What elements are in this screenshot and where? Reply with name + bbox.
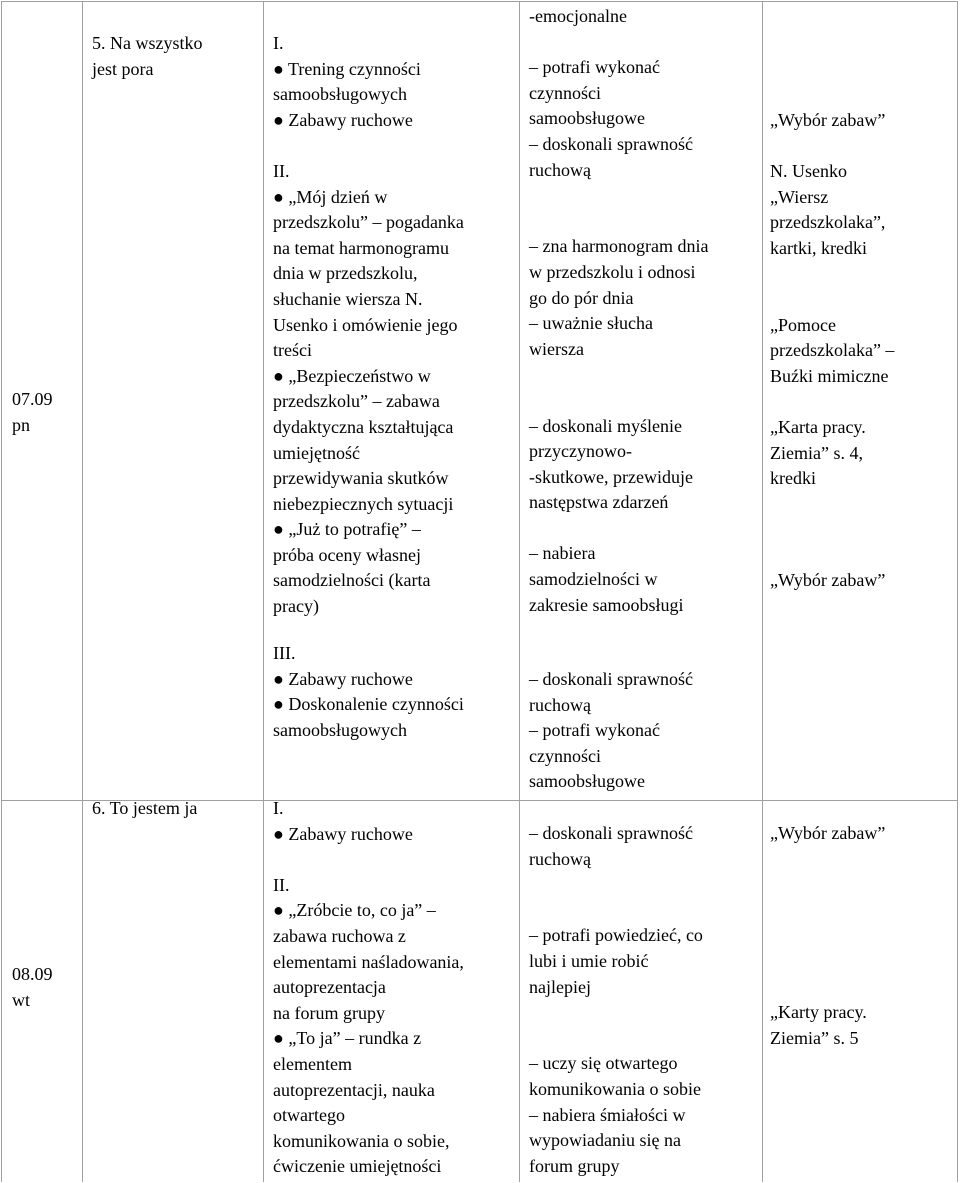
goal-line: – doskonali sprawność (529, 669, 693, 689)
material-line: Ziemia” s. 5 (770, 1027, 859, 1048)
activity-line: dnia w przedszkolu, (273, 263, 418, 284)
material-line: „Wybór zabaw” (770, 570, 886, 591)
material-line (770, 57, 956, 83)
material-line: Buźki mimiczne (770, 365, 889, 386)
activity-line: ● „Mój dzień w (273, 186, 388, 207)
activity-line: ● Trening czynności (273, 58, 421, 79)
day-weekday: pn (12, 414, 30, 435)
activity-line: ćwiczenie umiejętności (273, 1156, 442, 1177)
activity-line: ● Doskonalenie czynności (273, 694, 464, 715)
activity-line (273, 847, 517, 873)
day1-goals-cell (529, 4, 761, 618)
material-line (770, 949, 956, 975)
activity-line: komunikowania o sobie, (273, 1130, 450, 1151)
goal-line: wiersza (529, 338, 584, 359)
material-line: przedszkolaka”, (770, 212, 886, 233)
goal-line: ruchową (529, 159, 591, 180)
table-border-left (1, 1, 2, 1182)
activities-list (273, 641, 517, 743)
activity-line: otwartego (273, 1105, 345, 1126)
activity-line: zabawa ruchowa z (273, 925, 406, 946)
activity-line: przewidywania skutków (273, 468, 449, 489)
goal-line (529, 183, 761, 209)
goals-list (529, 4, 761, 618)
activity-line: pracy) (273, 596, 319, 617)
activity-line (273, 133, 517, 159)
material-line: Ziemia” s. 4, (770, 442, 863, 463)
material-line: „Wybór zabaw” (770, 823, 886, 843)
goal-line: ruchową (529, 694, 591, 715)
activity-line: ● „Już to potrafię” – (273, 519, 421, 540)
goal-line: – nabiera śmiałości w (529, 1104, 686, 1125)
activity-line: na temat harmonogramu (273, 237, 449, 258)
row-divider (1, 800, 82, 801)
day1-theme-cell (92, 31, 260, 82)
activity-line: próba oceny własnej (273, 544, 421, 565)
material-line: „Pomoce (770, 314, 836, 335)
material-line (770, 82, 956, 108)
material-line (770, 543, 956, 569)
goals-list (529, 821, 761, 1179)
material-line (770, 872, 956, 898)
goal-line: przyczynowo- (529, 441, 632, 462)
goal-line: – potrafi powiedzieć, co (529, 925, 703, 946)
activity-line: ● Zabawy ruchowe (273, 109, 413, 130)
material-line (770, 517, 956, 543)
goals-list (529, 667, 761, 795)
goal-line: -skutkowe, przewiduje (529, 466, 693, 487)
material-line (770, 389, 956, 415)
goal-line: – potrafi wykonać (529, 720, 660, 741)
goal-line: czynności (529, 82, 601, 103)
theme-line: jest pora (92, 58, 154, 79)
column-divider-1 (82, 1, 83, 1182)
material-line: „Wiersz (770, 186, 829, 207)
column-divider-3 (519, 1, 520, 1182)
activities-list (273, 31, 517, 620)
goal-line: ruchową (529, 848, 591, 869)
activity-line: samodzielności (karta (273, 570, 431, 591)
activity-line: I. (273, 798, 284, 818)
material-line (770, 133, 956, 159)
day-weekday: wt (12, 989, 30, 1010)
material-line (770, 975, 956, 1001)
activity-line: II. (273, 874, 290, 895)
goal-line: samoobsługowe (529, 108, 645, 129)
day-date: 07.09 (12, 389, 53, 409)
day2-date-cell (12, 962, 53, 1013)
goal-line (529, 1000, 761, 1026)
day1-activities-extra (273, 641, 517, 743)
goal-line (529, 30, 761, 56)
material-line: „Karta pracy. (770, 416, 866, 437)
goal-line (529, 209, 761, 235)
goal-line: następstwa zdarzeń (529, 492, 669, 513)
activity-line: autoprezentacja (273, 977, 386, 998)
activity-line: II. (273, 160, 290, 181)
material-line (770, 898, 956, 924)
goal-line: – zna harmonogram dnia (529, 236, 709, 257)
materials-list (770, 821, 956, 1051)
day1-goals-extra (529, 667, 761, 795)
activity-line: ● „Bezpieczeństwo w (273, 365, 431, 386)
activities-list (273, 796, 517, 1180)
goal-line: – uważnie słucha (529, 313, 653, 334)
goal-line: – nabiera (529, 543, 596, 564)
material-line: N. Usenko (770, 160, 847, 181)
goal-line: – doskonali sprawność (529, 133, 693, 154)
goal-line: – doskonali myślenie (529, 415, 682, 436)
material-line: „Karty pracy. (770, 1002, 867, 1023)
column-divider-2 (263, 1, 264, 1182)
activity-line: I. (273, 33, 284, 53)
activity-line: samoobsługowych (273, 84, 407, 105)
column-divider-4 (762, 1, 763, 1182)
table-border-right (957, 1, 958, 1182)
goal-line: lubi i umie robić (529, 950, 649, 971)
goal-line: wypowiadaniu się na (529, 1130, 681, 1151)
activity-line: umiejętność (273, 442, 360, 463)
theme-line: 6. To jestem ja (92, 798, 198, 818)
material-line (770, 923, 956, 949)
activity-line: niebezpiecznych sytuacji (273, 493, 454, 514)
goal-line (529, 516, 761, 542)
activity-line: przedszkolu” – zabawa (273, 391, 440, 412)
activity-line: przedszkolu” – pogadanka (273, 212, 464, 233)
material-line (770, 261, 956, 287)
goal-line (529, 872, 761, 898)
materials-list (770, 31, 956, 594)
day2-materials-cell (770, 821, 956, 1051)
activity-line: autoprezentacji, nauka (273, 1079, 435, 1100)
material-line: kredki (770, 468, 816, 489)
goal-line: czynności (529, 745, 601, 766)
activity-line: ● Zabawy ruchowe (273, 823, 413, 844)
table-border-top (1, 1, 958, 2)
day1-date-cell (12, 387, 53, 438)
material-line: przedszkolaka” – (770, 340, 895, 361)
activity-line: samoobsługowych (273, 719, 407, 740)
activity-line: ● „To ja” – rundka z (273, 1028, 422, 1049)
theme-line: 5. Na wszystko (92, 33, 203, 53)
goal-line: forum grupy (529, 1155, 620, 1176)
day2-activities-cell (273, 796, 517, 1180)
activity-line: III. (273, 643, 296, 663)
goal-line (529, 388, 761, 414)
material-line (770, 847, 956, 873)
activity-line: ● Zabawy ruchowe (273, 668, 413, 689)
goal-line: najlepiej (529, 976, 591, 997)
goal-line: samoobsługowe (529, 771, 645, 792)
activity-line: elementem (273, 1053, 352, 1074)
goal-line: komunikowania o sobie (529, 1078, 701, 1099)
day2-theme-cell (92, 796, 260, 822)
activity-line: Usenko i omówienie jego (273, 314, 458, 335)
goal-line: samodzielności w (529, 569, 658, 590)
goal-line: – potrafi wykonać (529, 57, 660, 78)
goal-line (529, 898, 761, 924)
goal-line: go do pór dnia (529, 287, 634, 308)
material-line: kartki, kredki (770, 237, 867, 258)
material-line (770, 31, 956, 57)
activity-line: ● „Zróbcie to, co ja” – (273, 900, 436, 921)
goal-line: – doskonali sprawność (529, 823, 693, 843)
day1-activities-cell (273, 31, 517, 620)
material-line: „Wybór zabaw” (770, 109, 886, 130)
material-line (770, 287, 956, 313)
day2-goals-cell (529, 821, 761, 1179)
activity-line: na forum grupy (273, 1002, 385, 1023)
goal-line (529, 1026, 761, 1052)
goal-line: -emocjonalne (529, 6, 627, 26)
goal-line: w przedszkolu i odnosi (529, 261, 696, 282)
activity-line: dydaktyczna kształtująca (273, 416, 454, 437)
day-date: 08.09 (12, 964, 53, 984)
activity-line: elementami naśladowania, (273, 951, 464, 972)
day1-materials-cell (770, 31, 956, 594)
activity-line: treści (273, 340, 312, 361)
activity-line: słuchanie wiersza N. (273, 288, 423, 309)
goal-line: – uczy się otwartego (529, 1053, 678, 1074)
goal-line: zakresie samoobsługi (529, 594, 684, 615)
material-line (770, 492, 956, 518)
goal-line (529, 362, 761, 388)
